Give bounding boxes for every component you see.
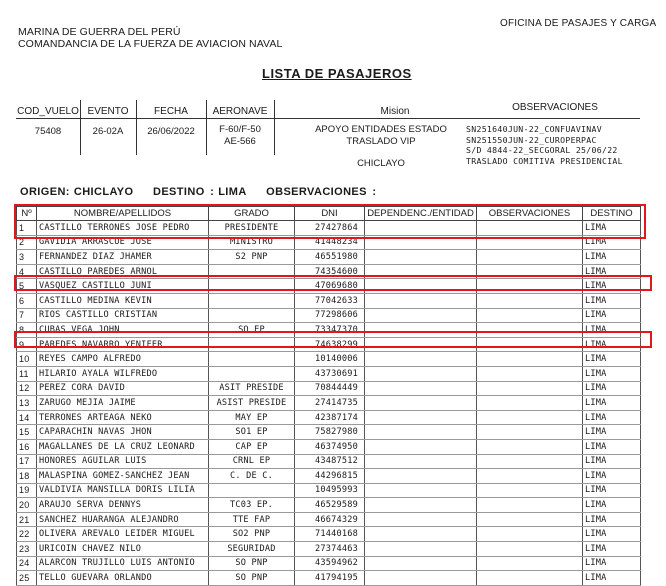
obs-line: SN251640JUN-22_CONFUAVINAV [466, 124, 602, 134]
office-name: OFICINA DE PASAJES Y CARGA [500, 18, 657, 29]
cell-nombre: ZARUGO MEJIA JAIME [37, 396, 209, 411]
origen-label: ORIGEN: [20, 186, 70, 198]
cell-num: 18 [17, 469, 37, 484]
cell-dni: 46551980 [295, 250, 365, 265]
cell-destino: LIMA [583, 264, 641, 279]
cell-nombre: SANCHEZ HUARANGA ALEJANDRO [37, 512, 209, 527]
cell-destino: LIMA [583, 571, 641, 586]
cell-nombre: PAREDES NAVARRO YENIFER [37, 337, 209, 352]
cell-observaciones [477, 366, 583, 381]
table-row [17, 439, 641, 454]
cell-dni: 10495993 [295, 483, 365, 498]
cell-num: 11 [17, 366, 37, 381]
passenger-table [16, 206, 641, 586]
destino-label: DESTINO : [152, 186, 215, 198]
cell-grado: MINISTRO [209, 235, 295, 250]
cell-num: 8 [17, 323, 37, 338]
table-row [17, 396, 641, 411]
cell-dependencia [365, 293, 477, 308]
cell-dni: 46529589 [295, 498, 365, 513]
cod-vuelo-label: COD_VUELO [17, 106, 79, 117]
cell-num: 6 [17, 293, 37, 308]
cell-observaciones [477, 352, 583, 367]
header-nombre: NOMBRE/APELLIDOS [37, 207, 209, 221]
cell-dependencia [365, 542, 477, 557]
cell-nombre: HONORES AGUILAR LUIS [37, 454, 209, 469]
cell-observaciones [477, 512, 583, 527]
cell-observaciones [477, 381, 583, 396]
cell-num: 14 [17, 410, 37, 425]
cell-dni: 27374463 [295, 542, 365, 557]
cell-num: 16 [17, 439, 37, 454]
mision-line-1: APOYO ENTIDADES ESTADO [315, 124, 447, 135]
cell-dni: 42387174 [295, 410, 365, 425]
table-row [17, 454, 641, 469]
cell-num: 20 [17, 498, 37, 513]
cell-num: 17 [17, 454, 37, 469]
cell-num: 2 [17, 235, 37, 250]
cell-grado: SEGURIDAD [209, 542, 295, 557]
mision-line-2: TRASLADO VIP [346, 136, 416, 147]
flight-info-divider [16, 118, 640, 119]
organization-header [18, 26, 282, 50]
table-row [17, 469, 641, 484]
cell-nombre: VALDIVIA MANSILLA DORIS LILIA [37, 483, 209, 498]
cell-grado: PRESIDENTE [209, 221, 295, 236]
cell-dni: 75827980 [295, 425, 365, 440]
cell-dependencia [365, 469, 477, 484]
cell-nombre: CASTILLO TERRONES JOSE PEDRO [37, 221, 209, 236]
cell-nombre: OLIVERA AREVALO LEIDER MIGUEL [37, 527, 209, 542]
cell-dependencia [365, 250, 477, 265]
table-row [17, 527, 641, 542]
cell-destino: LIMA [583, 527, 641, 542]
cell-dni: 77042633 [295, 293, 365, 308]
cod-vuelo-value: 75408 [34, 126, 62, 137]
cell-dni: 70844449 [295, 381, 365, 396]
cell-observaciones [477, 250, 583, 265]
cell-num: 13 [17, 396, 37, 411]
route-line [20, 186, 390, 198]
cell-dependencia [365, 512, 477, 527]
cell-dni: 43730691 [295, 366, 365, 381]
cell-grado: C. DE C. [209, 469, 295, 484]
cell-destino: LIMA [583, 235, 641, 250]
cell-nombre: CUBAS VEGA JOHN [37, 323, 209, 338]
cell-dependencia [365, 308, 477, 323]
cell-grado: ASIT PRESIDE [209, 381, 295, 396]
cell-destino: LIMA [583, 454, 641, 469]
cell-dependencia [365, 366, 477, 381]
cell-dependencia [365, 352, 477, 367]
cell-grado: SO2 PNP [209, 527, 295, 542]
cell-destino: LIMA [583, 308, 641, 323]
cell-observaciones [477, 396, 583, 411]
cell-observaciones [477, 498, 583, 513]
header-num: Nº [17, 207, 37, 221]
cell-grado: SO EP [209, 323, 295, 338]
document-title: LISTA DE PASAJEROS [262, 66, 412, 81]
cell-destino: LIMA [583, 556, 641, 571]
cell-dni: 10140006 [295, 352, 365, 367]
cell-nombre: VASQUEZ CASTILLO JUNI [37, 279, 209, 294]
cell-observaciones [477, 425, 583, 440]
header-observaciones: OBSERVACIONES [477, 207, 583, 221]
observaciones-value [466, 124, 623, 166]
cell-destino: LIMA [583, 542, 641, 557]
cell-num: 12 [17, 381, 37, 396]
mision-label: Mision [380, 106, 410, 117]
cell-num: 21 [17, 512, 37, 527]
cell-nombre: TERRONES ARTEAGA NEKO [37, 410, 209, 425]
cell-grado: SO PNP [209, 571, 295, 586]
cell-dni: 43594962 [295, 556, 365, 571]
cell-observaciones [477, 527, 583, 542]
obs-line: TRASLADO COMITIVA PRESIDENCIAL [466, 155, 623, 166]
cell-nombre: URICOIN CHAVEZ NILO [37, 542, 209, 557]
table-row [17, 293, 641, 308]
cell-num: 4 [17, 264, 37, 279]
cell-destino: LIMA [583, 483, 641, 498]
cell-destino: LIMA [583, 425, 641, 440]
observaciones-label: OBSERVACIONES [512, 102, 598, 113]
cell-nombre: PEREZ CORA DAVID [37, 381, 209, 396]
cell-nombre: GAVIDIA ARRASCUE JOSE [37, 235, 209, 250]
table-row [17, 308, 641, 323]
cell-nombre: ARAUJO SERVA DENNYS [37, 498, 209, 513]
cell-num: 3 [17, 250, 37, 265]
fecha-value: 26/06/2022 [147, 126, 195, 137]
cell-dni: 41448234 [295, 235, 365, 250]
cell-num: 5 [17, 279, 37, 294]
aeronave-model: F-60/F-50 [219, 124, 261, 135]
table-row [17, 571, 641, 586]
cell-grado: TC03 EP. [209, 498, 295, 513]
cell-dni: 74354600 [295, 264, 365, 279]
aeronave-id: AE-566 [224, 136, 256, 147]
cell-dependencia [365, 425, 477, 440]
cell-dependencia [365, 571, 477, 586]
org-name: MARINA DE GUERRA DEL PERÚ [18, 26, 181, 38]
cell-dni: 46674329 [295, 512, 365, 527]
cell-dependencia [365, 556, 477, 571]
cell-destino: LIMA [583, 498, 641, 513]
cell-nombre: MALASPINA GOMEZ-SANCHEZ JEAN [37, 469, 209, 484]
table-row [17, 366, 641, 381]
cell-nombre: CASTILLO MEDINA KEVIN [37, 293, 209, 308]
highlight-box-header-row1 [14, 204, 646, 239]
cell-grado: ASIST PRESIDE [209, 396, 295, 411]
cell-dni: 44296815 [295, 469, 365, 484]
cell-dni: 73347370 [295, 323, 365, 338]
table-row [17, 352, 641, 367]
cell-destino: LIMA [583, 337, 641, 352]
cell-nombre: FERNANDEZ DIAZ JHAMER [37, 250, 209, 265]
cell-destino: LIMA [583, 381, 641, 396]
cell-nombre: CAPARACHIN NAVAS JHON [37, 425, 209, 440]
cell-observaciones [477, 483, 583, 498]
cell-dni: 27414735 [295, 396, 365, 411]
cell-dni: 43487512 [295, 454, 365, 469]
cell-grado: TTE FAP [209, 512, 295, 527]
cell-grado: MAY EP [209, 410, 295, 425]
cell-observaciones [477, 308, 583, 323]
cell-num: 25 [17, 571, 37, 586]
cell-dependencia [365, 527, 477, 542]
cell-observaciones [477, 556, 583, 571]
header-destino: DESTINO [583, 207, 641, 221]
cell-num: 24 [17, 556, 37, 571]
cell-num: 23 [17, 542, 37, 557]
cell-grado: CRNL EP [209, 454, 295, 469]
header-dependencia: DEPENDENC./ENTIDAD [365, 207, 477, 221]
cell-grado: CAP EP [209, 439, 295, 454]
cell-destino: LIMA [583, 323, 641, 338]
cell-grado [209, 293, 295, 308]
table-row [17, 556, 641, 571]
cell-nombre: MAGALLANES DE LA CRUZ LEONARD [37, 439, 209, 454]
cell-dependencia [365, 381, 477, 396]
cell-nombre: TELLO GUEVARA ORLANDO [37, 571, 209, 586]
cell-nombre: ALARCON TRUJILLO LUIS ANTONIO [37, 556, 209, 571]
cell-grado: S2 PNP [209, 250, 295, 265]
cell-destino: LIMA [583, 279, 641, 294]
cell-destino: LIMA [583, 366, 641, 381]
header-grado: GRADO [209, 207, 295, 221]
cell-destino: LIMA [583, 410, 641, 425]
table-row [17, 250, 641, 265]
cell-observaciones [477, 542, 583, 557]
cell-grado [209, 483, 295, 498]
cell-dependencia [365, 454, 477, 469]
cell-num: 7 [17, 308, 37, 323]
table-row [17, 512, 641, 527]
cell-dependencia [365, 483, 477, 498]
cell-destino: LIMA [583, 469, 641, 484]
cell-destino: LIMA [583, 396, 641, 411]
cell-dni: 71440168 [295, 527, 365, 542]
table-row [17, 381, 641, 396]
cell-dni: 46374950 [295, 439, 365, 454]
cell-num: 15 [17, 425, 37, 440]
aeronave-value [206, 124, 274, 148]
origen-value: CHICLAYO [73, 186, 134, 198]
cell-num: 19 [17, 483, 37, 498]
cell-dni: 74638299 [295, 337, 365, 352]
cell-observaciones [477, 439, 583, 454]
cell-grado [209, 352, 295, 367]
cell-dependencia [365, 396, 477, 411]
evento-value: 26-02A [92, 126, 124, 137]
cell-grado [209, 308, 295, 323]
org-command: COMANDANCIA DE LA FUERZA DE AVIACION NAVAL [18, 38, 283, 50]
table-row [17, 483, 641, 498]
cell-observaciones [477, 410, 583, 425]
cell-dependencia [365, 498, 477, 513]
table-row [17, 542, 641, 557]
cell-destino: LIMA [583, 439, 641, 454]
cell-observaciones [477, 293, 583, 308]
cell-destino: LIMA [583, 293, 641, 308]
cell-observaciones [477, 469, 583, 484]
aeronave-label: AERONAVE [212, 106, 268, 117]
cell-num: 22 [17, 527, 37, 542]
destino-value: LIMA [218, 186, 247, 198]
obs-line: SN251550JUN-22_CUROPERPAC [466, 134, 597, 145]
cell-num: 1 [17, 221, 37, 236]
route-obs-label: OBSERVACIONES : [266, 186, 377, 198]
cell-num: 9 [17, 337, 37, 352]
cell-destino: LIMA [583, 221, 641, 236]
mision-value [296, 124, 466, 170]
cell-observaciones [477, 571, 583, 586]
table-row [17, 410, 641, 425]
cell-grado: SO1 EP [209, 425, 295, 440]
cell-destino: LIMA [583, 250, 641, 265]
cell-observaciones [477, 454, 583, 469]
cell-nombre: CASTILLO PAREDES ARNOL [37, 264, 209, 279]
table-row [17, 498, 641, 513]
cell-dependencia [365, 439, 477, 454]
cell-destino: LIMA [583, 352, 641, 367]
cell-grado: SO PNP [209, 556, 295, 571]
cell-nombre: REYES CAMPO ALFREDO [37, 352, 209, 367]
obs-line: S/D 4844-22_SECGORAL 25/06/22 [466, 145, 618, 155]
cell-dni: 47069680 [295, 279, 365, 294]
cell-destino: LIMA [583, 512, 641, 527]
cell-num: 10 [17, 352, 37, 367]
cell-dependencia [365, 410, 477, 425]
cell-nombre: RIOS CASTILLO CRISTIAN [37, 308, 209, 323]
cell-dni: 41794195 [295, 571, 365, 586]
evento-label: EVENTO [87, 106, 129, 117]
highlight-box-row9 [14, 331, 652, 348]
cell-nombre: HILARIO AYALA WILFREDO [37, 366, 209, 381]
cell-dni: 77298606 [295, 308, 365, 323]
fecha-label: FECHA [154, 106, 188, 117]
highlight-box-row5 [14, 275, 652, 291]
header-dni: DNI [295, 207, 365, 221]
table-row [17, 425, 641, 440]
cell-grado [209, 366, 295, 381]
mision-line-3: CHICLAYO [357, 158, 405, 169]
col-separator [274, 100, 275, 155]
cell-dni: 27427864 [295, 221, 365, 236]
